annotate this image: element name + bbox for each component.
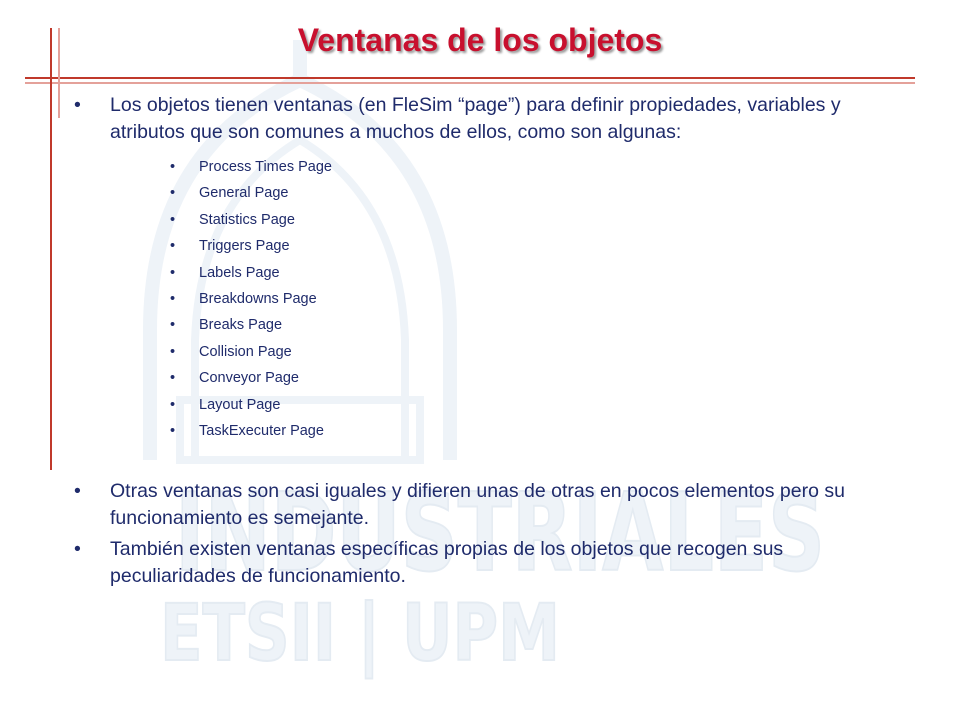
bullet-dot: • <box>170 370 176 387</box>
page-name: Triggers Page <box>199 238 290 255</box>
bullet-dot: • <box>170 264 176 281</box>
list-item <box>70 418 900 444</box>
watermark-line-1: INDUSTRIALES <box>175 471 825 596</box>
list-item <box>70 180 900 206</box>
bullet-dot: • <box>170 396 176 413</box>
page-name: Conveyor Page <box>199 370 299 387</box>
other-windows-text: Otras ventanas son casi iguales y difieren unas de otras en pocos elementos pero su funcionamiento es semejante. <box>110 480 845 530</box>
list-item <box>70 233 900 259</box>
slide-content <box>70 92 900 590</box>
page-name: General Page <box>199 185 289 202</box>
page-name: Statistics Page <box>199 211 295 228</box>
page-name: TaskExecuter Page <box>199 423 324 440</box>
object-pages-list <box>70 154 900 444</box>
list-item <box>70 312 900 338</box>
bullet-dot: • <box>170 159 176 175</box>
bullet-dot: • <box>170 211 176 228</box>
bullet-dot: • <box>170 317 176 334</box>
intro-text: Los objetos tienen ventanas (en FleSim “page”) para definir propiedades, variables y atributos que son comunes a muchos de ellos, como son algunas: <box>110 94 841 143</box>
bullet-dot: • <box>170 423 176 440</box>
page-name: Process Times Page <box>199 159 332 175</box>
slide-title: Ventanas de los objetos <box>297 22 663 58</box>
spacer <box>70 444 900 478</box>
list-item <box>70 286 900 312</box>
bullet-dot: • <box>170 343 176 360</box>
bullet-dot: • <box>74 94 81 116</box>
watermark-line-2: ETSII | UPM <box>160 589 560 679</box>
page-name: Collision Page <box>199 343 292 360</box>
list-item <box>70 154 900 180</box>
bullet-other-windows <box>70 478 900 532</box>
bullet-specific-windows <box>70 536 900 590</box>
page-name: Layout Page <box>199 396 281 413</box>
list-item <box>70 392 900 418</box>
horizontal-rule-shadow <box>25 82 915 84</box>
bullet-dot: • <box>170 185 176 202</box>
bullet-dot: • <box>74 538 81 561</box>
page-name: Breaks Page <box>199 317 283 334</box>
bullet-dot: • <box>170 291 176 308</box>
vertical-rule-left <box>50 28 52 470</box>
horizontal-rule-top <box>25 77 915 79</box>
bullet-dot: • <box>74 480 81 503</box>
list-item <box>70 260 900 286</box>
list-item <box>70 365 900 391</box>
list-item <box>70 339 900 365</box>
list-item <box>70 207 900 233</box>
bullet-intro <box>70 92 900 146</box>
specific-windows-text: También existen ventanas específicas propias de los objetos que recogen sus peculiaridades de funcionamiento. <box>110 538 784 588</box>
page-name: Labels Page <box>199 264 280 281</box>
page-name: Breakdowns Page <box>199 291 317 308</box>
bullet-dot: • <box>170 238 176 255</box>
